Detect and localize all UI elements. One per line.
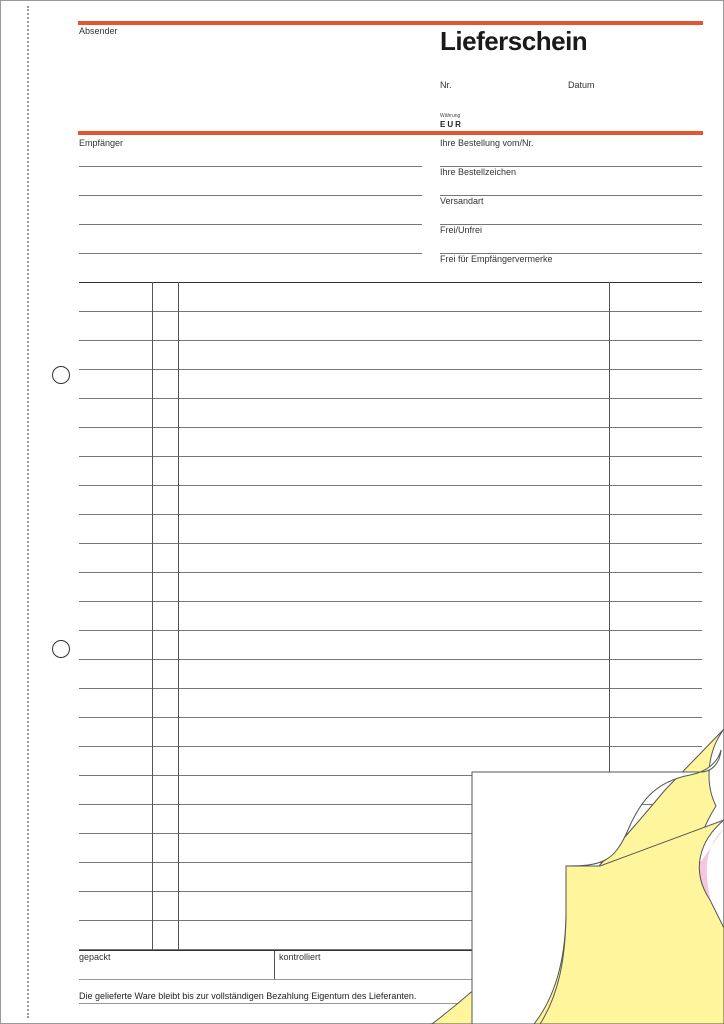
number-label: Nr. [440, 80, 452, 90]
packed-label: gepackt [79, 952, 111, 962]
checked-label: kontrolliert [279, 952, 321, 962]
currency-value: EUR [440, 120, 463, 129]
form-title: Lieferschein [440, 26, 588, 56]
date-label: Datum [568, 80, 595, 90]
sender-label: Absender [79, 26, 118, 36]
shipping-label: Versandart [440, 196, 484, 206]
order-date-label: Ihre Bestellung vom/Nr. [440, 138, 534, 148]
ownership-note: Die gelieferte Ware bleibt bis zur vollständigen Bezahlung Eigentum des Lieferanten. [79, 991, 417, 1001]
currency-label: Währung [440, 113, 461, 119]
freight-label: Frei/Unfrei [440, 225, 483, 235]
order-ref-label: Ihre Bestellzeichen [440, 167, 517, 177]
recipient-label: Empfänger [79, 138, 124, 148]
recipient-notes-label: Frei für Empfängervermerke [440, 254, 553, 264]
